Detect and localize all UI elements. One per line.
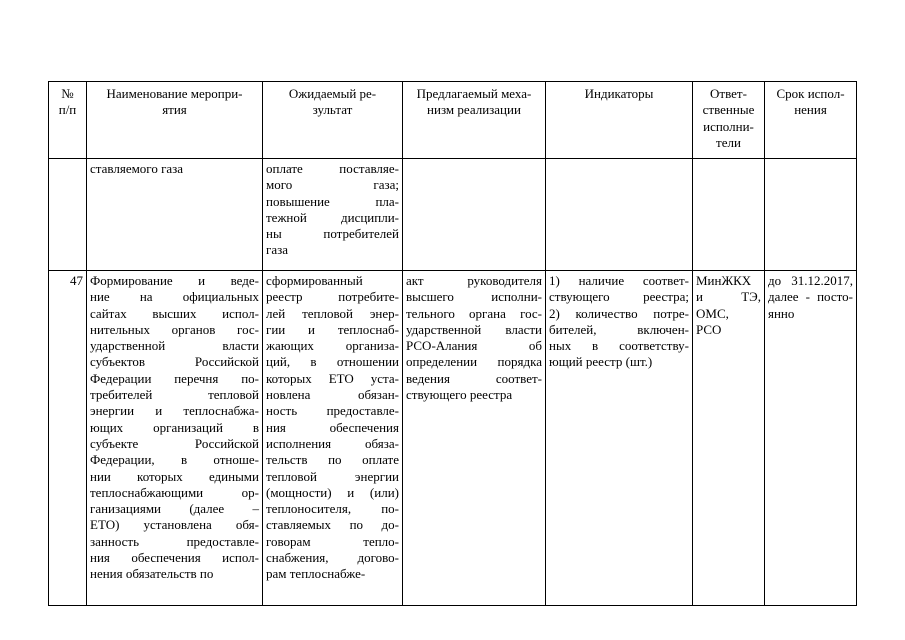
cell-text-line: исполнения обяза- — [266, 435, 399, 451]
cell-text-line: ния обеспечения — [266, 419, 399, 435]
cell-text-line: оплате поставляе- — [266, 161, 399, 176]
cell-mechanism — [403, 159, 546, 271]
cell-name — [87, 159, 263, 271]
cell-text-line: мого газа; — [266, 177, 399, 193]
cell-text-line: Федерации перечня по- — [90, 370, 259, 386]
header-indicators: Индикаторы — [546, 82, 693, 159]
cell-indicators — [546, 159, 693, 271]
cell-text-line: ющий реестр (шт.) — [549, 354, 653, 370]
cell-text-line: ведения соответ- — [406, 370, 542, 386]
cell-text-line: сайтах высших испол- — [90, 305, 259, 321]
cell-text-line: новлена обязан- — [266, 387, 399, 403]
cell-text-line: лей тепловой энер- — [266, 305, 399, 321]
table-header-row — [49, 82, 857, 159]
cell-text-line: (мощности) и (или) — [266, 484, 399, 500]
cell-text-line: далее - посто- — [768, 289, 853, 305]
cell-deadline — [765, 271, 857, 606]
cell-text-line: и ТЭ, — [696, 289, 761, 305]
cell-text-line: говорам тепло- — [266, 533, 399, 549]
cell-deadline — [765, 159, 857, 271]
cell-text-line: нительных органов гос- — [90, 321, 259, 337]
cell-text-line: нения обязательств по — [90, 566, 214, 582]
header-deadline: Срок испол- нения — [765, 82, 857, 159]
cell-text-line: ствующего реестра; — [549, 289, 689, 305]
cell-text-line: ЕТО) установлена обя- — [90, 517, 259, 533]
cell-result — [263, 271, 403, 606]
cell-num: 47 — [49, 271, 87, 606]
cell-text-line: определении порядка — [406, 354, 542, 370]
cell-text-line: ние на официальных — [90, 289, 259, 305]
cell-text-line: субъектов Российской — [90, 354, 259, 370]
cell-indicators — [546, 271, 693, 606]
cell-text-line: бителей, включен- — [549, 321, 689, 337]
cell-text-line: сформированный — [266, 273, 363, 288]
cell-text-line: акт руководителя — [406, 273, 542, 288]
cell-text-line: ны потребителей — [266, 226, 399, 242]
table-row-47 — [49, 271, 857, 606]
cell-text-line: МинЖКХ — [696, 273, 752, 288]
cell-text-line: тельного органа гос- — [406, 305, 542, 321]
cell-text-line: янно — [768, 305, 795, 321]
cell-text-line: гии и теплоснаб- — [266, 321, 399, 337]
cell-text-line: 1) наличие соответ- — [549, 273, 689, 288]
cell-text-line: энергии и теплоснабжа- — [90, 403, 259, 419]
cell-text-line: требителей тепловой — [90, 387, 259, 403]
header-mechanism: Предлагаемый меха- низм реализации — [403, 82, 546, 159]
cell-text-line: 2) количество потре- — [549, 305, 689, 321]
cell-text-line: ния обеспечения испол- — [90, 550, 259, 566]
cell-text-line: ганизациями (далее – — [90, 501, 259, 517]
cell-result — [263, 159, 403, 271]
cell-text-line: реестр потребите- — [266, 289, 399, 305]
cell-num — [49, 159, 87, 271]
cell-text-line: высшего исполни- — [406, 289, 542, 305]
cell-text-line: которых ЕТО уста- — [266, 370, 399, 386]
cell-text-line: тепловой энергии — [266, 468, 399, 484]
cell-text-line: ударственной власти — [90, 338, 259, 354]
cell-text-line: субъекте Российской — [90, 435, 259, 451]
table-row-continuation — [49, 159, 857, 271]
cell-responsible — [693, 271, 765, 606]
cell-text-line: ных в соответству- — [549, 338, 689, 354]
cell-text-line: повышение пла- — [266, 193, 399, 209]
cell-responsible — [693, 159, 765, 271]
cell-text-line: снабжения, догово- — [266, 550, 399, 566]
cell-text-line: ставляемого газа — [90, 161, 184, 176]
measures-table — [48, 81, 857, 606]
cell-text-line: ций, в отношении — [266, 354, 399, 370]
cell-text-line: тельств по оплате — [266, 452, 399, 468]
header-num: № п/п — [49, 82, 87, 159]
cell-text-line: нии которых едиными — [90, 468, 259, 484]
cell-text-line: ударственной власти — [406, 321, 542, 337]
cell-name — [87, 271, 263, 606]
header-result: Ожидаемый ре- зультат — [263, 82, 403, 159]
cell-text-line: теплоснабжающими ор- — [90, 484, 259, 500]
cell-text-line: РСО-Алания об — [406, 338, 542, 354]
cell-text-line: Федерации, в отноше- — [90, 452, 259, 468]
cell-text-line: РСО — [696, 321, 722, 337]
cell-text-line: ствующего реестра — [406, 387, 513, 403]
cell-text-line: ОМС, — [696, 305, 729, 321]
cell-text-line: теплоносителя, по- — [266, 501, 399, 517]
header-responsible: Ответ- ственные исполни- тели — [693, 82, 765, 159]
cell-mechanism — [403, 271, 546, 606]
cell-text-line: ставляемых по до- — [266, 517, 399, 533]
cell-text-line: жающих организа- — [266, 338, 399, 354]
cell-text-line: газа — [266, 242, 289, 258]
cell-text-line: до 31.12.2017, — [768, 273, 853, 288]
cell-text-line: ность предоставле- — [266, 403, 399, 419]
cell-text-line: ющих организаций в — [90, 419, 259, 435]
header-name: Наименование меропри- ятия — [87, 82, 263, 159]
cell-text-line: рам теплоснабже- — [266, 566, 366, 582]
cell-text-line: занность предоставле- — [90, 533, 259, 549]
cell-text-line: тежной дисципли- — [266, 209, 399, 225]
cell-text-line: Формирование и веде- — [90, 273, 259, 288]
